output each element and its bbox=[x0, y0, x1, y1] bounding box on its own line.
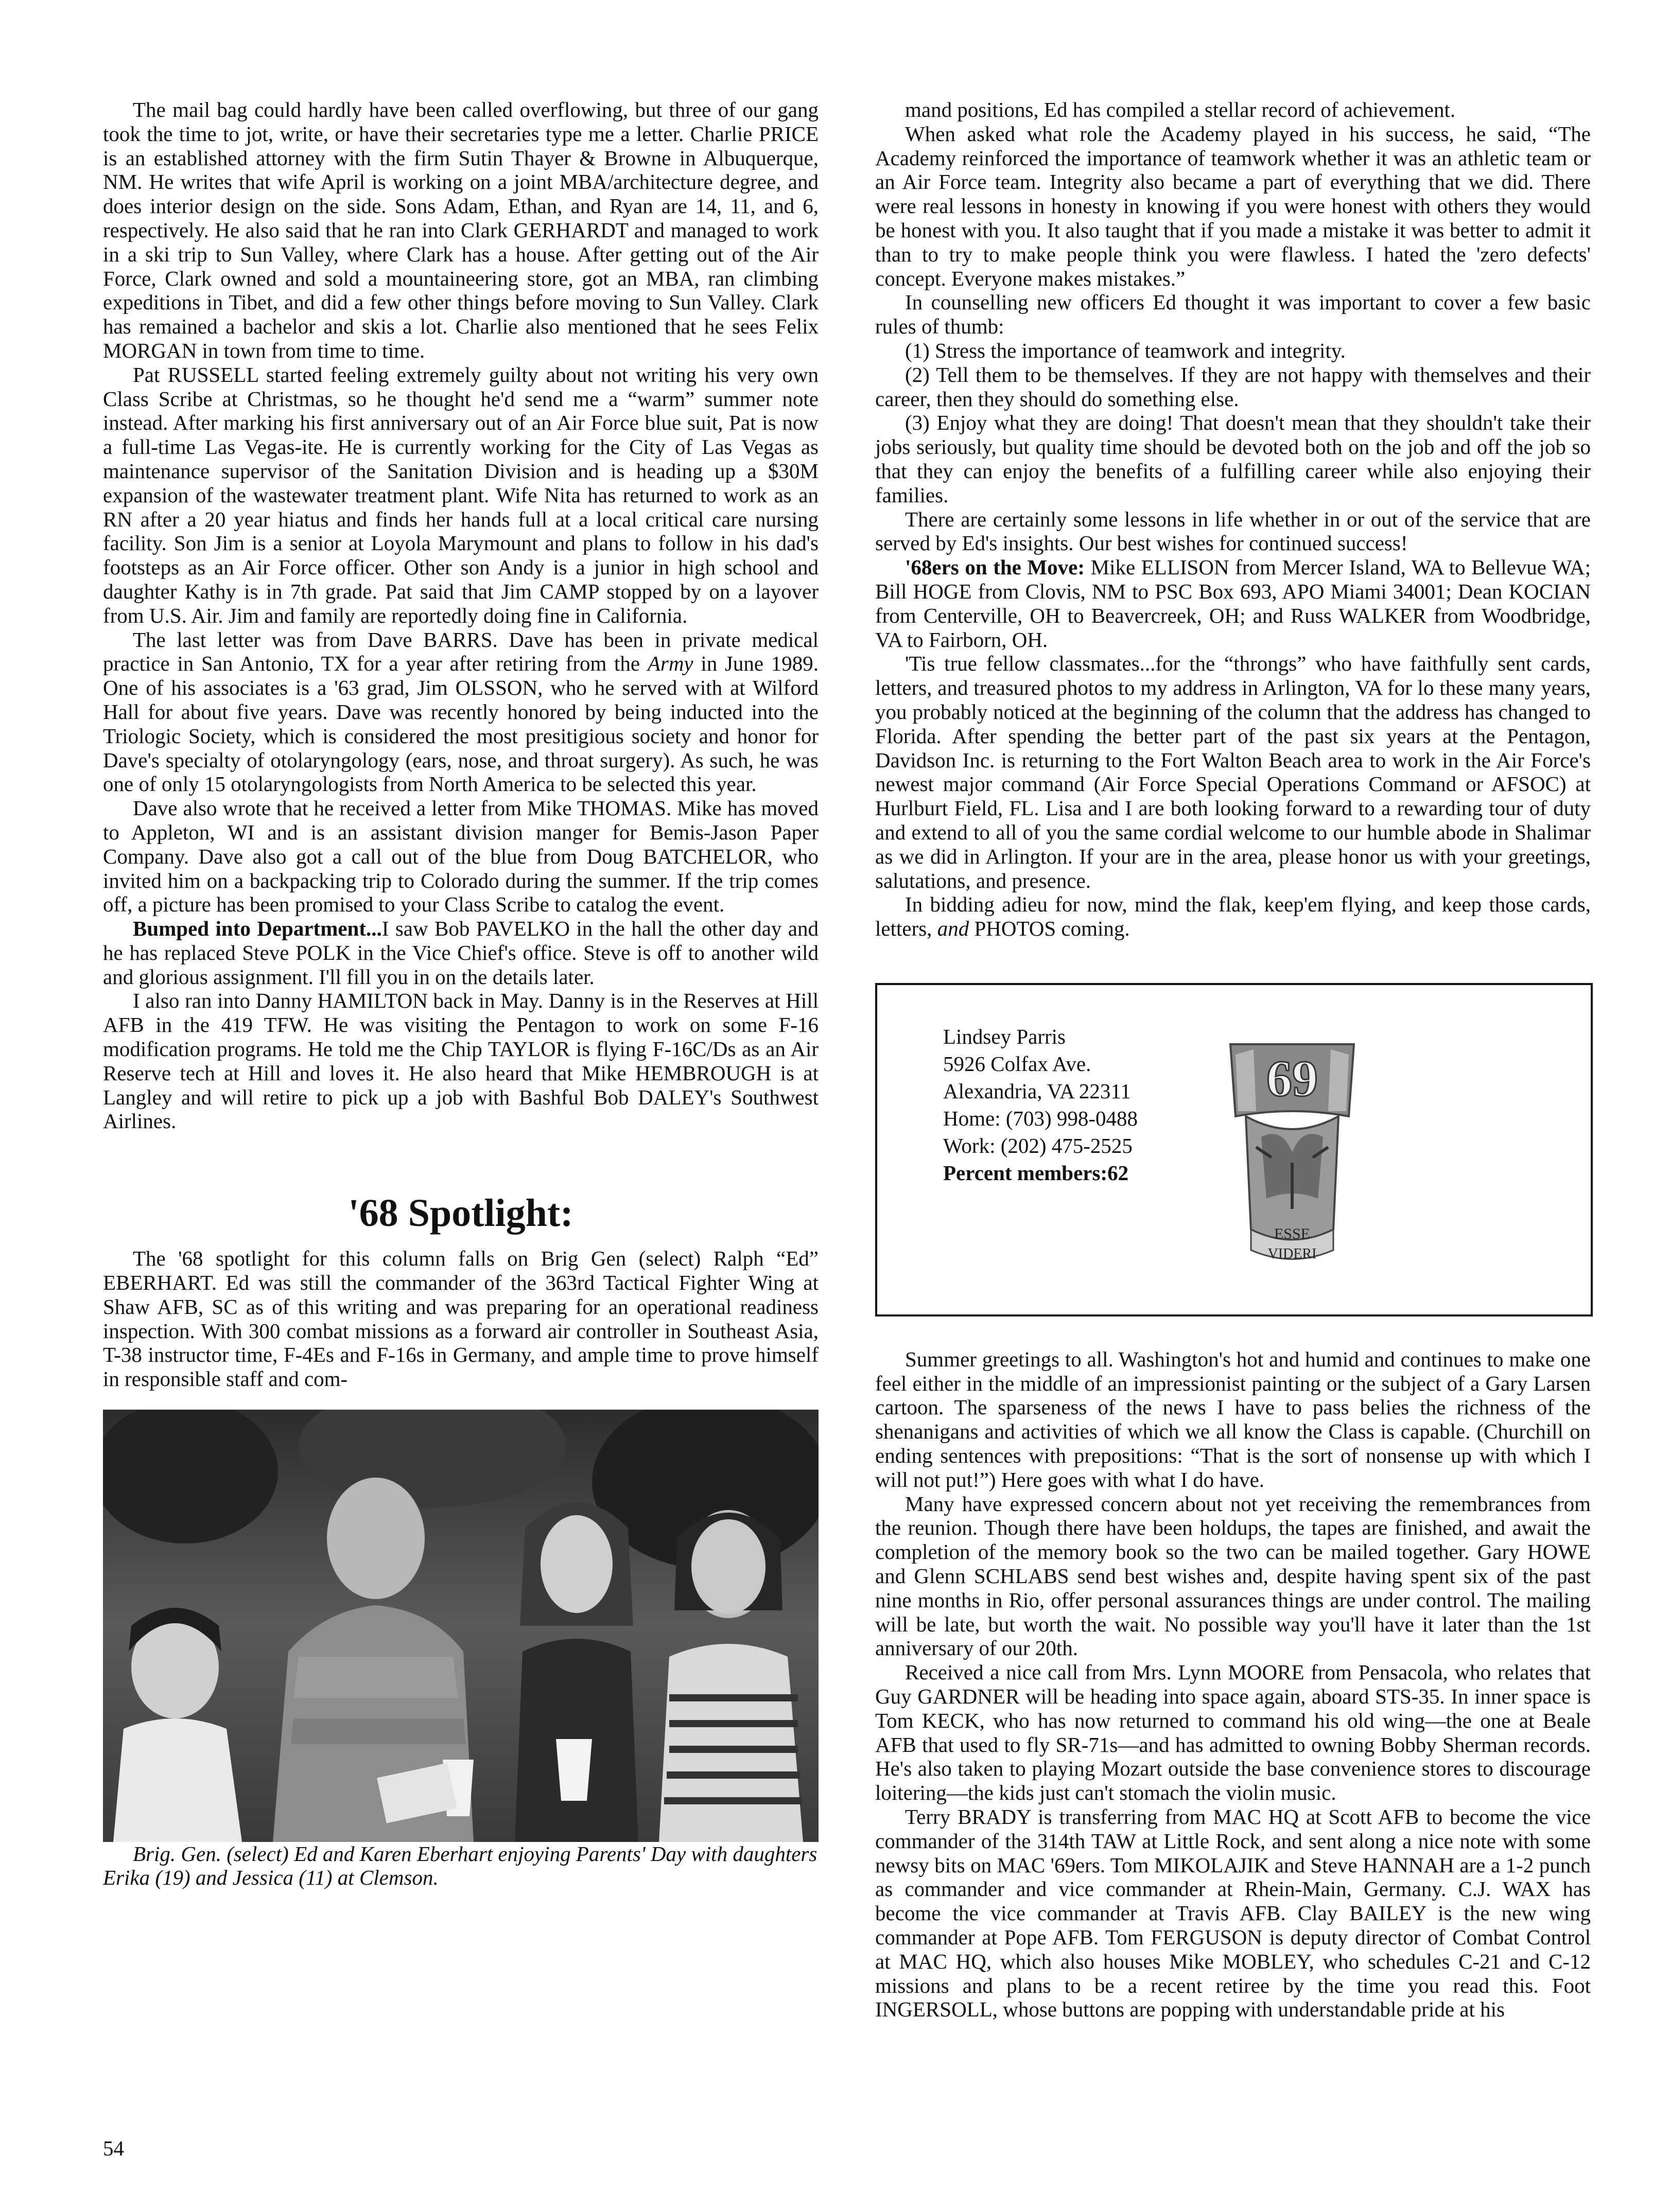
on-the-move-text: Mike ELLISON from Mercer Island, WA to Bellevue WA; Bill HOGE from Clovis, NM to PSC Box 693, APO Miami 34001; Dean KOCIAN from Centerville, OH to Beavercreek, OH; and Russ WALKER from Woodbridge, VA to Fairborn, OH. bbox=[875, 555, 1591, 652]
paragraph-lessons: There are certainly some lessons in life whether in or out of the service that are served by Ed's insights. Our best wishes for continued success! bbox=[875, 507, 1591, 555]
bumped-text: I saw Bob PAVELKO in the hall the other day and he has replaced Steve POLK in the Vice Chief's office. Steve is off to another wild and glorious assignment. I'll fill you in on the details later. bbox=[103, 917, 819, 989]
paragraph-bumped bbox=[103, 917, 819, 989]
rule-3: (3) Enjoy what they are doing! That doesn't mean that they shouldn't take their jobs seriously, but quality time should be devoted both on the job and off the job so that they can enjoy the benefits of a fulfilling career while also enjoying their families. bbox=[875, 411, 1591, 507]
class-crest-icon bbox=[1215, 1034, 1369, 1276]
paragraph-hamilton: I also ran into Danny HAMILTON back in May. Danny is in the Reserves at Hill AFB in the 419 TFW. He was visiting the Pentagon to work on some F-16 modification programs. He told me the Chip TAYLOR is flying F-16C/Ds as an Air Reserve tech at Hill and loves it. He also heard that Mike HEMBROUGH is at Langley and will retire to pick up a job with Bashful Bob DALEY's Southwest Airlines. bbox=[103, 989, 819, 1133]
adieu-text-1: In bidding adieu for now, mind the flak, keep'em flying, and keep those cards, letters, bbox=[875, 892, 1591, 941]
rule-1: (1) Stress the importance of teamwork and integrity. bbox=[905, 338, 1346, 362]
crest-year: 69 bbox=[1266, 1049, 1318, 1107]
paragraph-price: The mail bag could hardly have been called overflowing, but three of our gang took the time to jot, write, or have their secretaries type me a letter. Charlie PRICE is an established attorney with the firm Sutin Thayer & Browne in Albuquerque, NM. He writes that wife April is working on a joint MBA/architecture degree, and does interior design on the side. Sons Adam, Ethan, and Ryan are 14, 11, and 6, respectively. He also said that he ran into Clark GERHARDT and managed to work in a ski trip to Sun Valley, where Clark has a house. After getting out of the Air Force, Clark owned and sold a mountaineering store, got an MBA, ran climbing expeditions in Tibet, and did a few other things before moving to Sun Valley. Clark has remained a bachelor and skis a lot. Charlie also mentioned that he sees Felix MORGAN in town from time to time. bbox=[103, 98, 819, 362]
paragraph-russell: Pat RUSSELL started feeling extremely guilty about not writing his very own Class Scribe at Christmas, so he thought he'd send me a “warm” summer note instead. After marking his first anniversary out of an Air Force blue suit, Pat is now a full-time Las Vegas-ite. He is currently working for the City of Las Vegas as maintenance supervisor of the Sanitation Division and is heading up a $30M expansion of the wastewater treatment plant. Wife Nita has returned to work as an RN after a 20 year hiatus and finds her hands full at a local critical care nursing facility. Son Jim is a senior at Loyola Marymount and plans to follow in his dad's footsteps as an Air Force officer. Other son Andy is a junior in high school and daughter Kathy is in 7th grade. Pat said that Jim CAMP stopped by on a layover from U.S. Air. Jim and family are reportedly doing fine in California. bbox=[103, 362, 819, 627]
paragraph-on-the-move bbox=[875, 555, 1591, 652]
paragraph-remembrances: Many have expressed concern about not yet receiving the remembrances from the reunion. Though there have been holdups, the tapes are finished, and await the completion of the memory book so the two can be mailed together. Gary HOWE and Glenn SCHLABS send best wishes and, despite having spent six of the past nine months in Rio, offer personal assurances things are under control. The mailing will be late, but worth the wait. No possible way you'll have it later than the 1st anniversary of our 20th. bbox=[875, 1491, 1591, 1660]
left-column bbox=[103, 98, 819, 1889]
paragraph-moore: Received a nice call from Mrs. Lynn MOORE from Pensacola, who relates that Guy GARDNER will be heading into space again, aboard STS-35. In inner space is Tom KECK, who has now returned to command his old wing—the one at Beale AFB that used to fly SR-71s—and has admitted to owning Bobby Sherman records. He's also taken to playing Mozart outside the base convenience stores to discourage loitering—the kids just can't stomach the violin music. bbox=[875, 1660, 1591, 1805]
scribe-work-phone: Work: (202) 475-2525 bbox=[943, 1133, 1133, 1157]
paragraph-barrs bbox=[103, 628, 819, 797]
right-column bbox=[875, 98, 1591, 2022]
paragraph-spotlight: The '68 spotlight for this column falls on Brig Gen (select) Ralph “Ed” EBERHART. Ed was still the commander of the 363rd Tactical Fighter Wing at Shaw AFB, SC as of this writing and was preparing for an operational readiness inspection. With 300 combat missions as a forward air controller in Southeast Asia, T-38 instructor time, F-4Es and F-16s in Germany, and ample time to prove himself in responsible staff and com- bbox=[103, 1247, 819, 1391]
class-scribe-box bbox=[875, 983, 1593, 1316]
scribe-name: Lindsey Parris bbox=[943, 1024, 1066, 1048]
paragraph-continued: mand positions, Ed has compiled a stellar record of achievement. bbox=[905, 98, 1456, 121]
paragraph-thomas: Dave also wrote that he received a letter from Mike THOMAS. Mike has moved to Appleton, WI and is an assistant division manger for Bemis-Jason Paper Company. Dave also got a call out of the blue from Doug BATCHELOR, who invited him on a backpacking trip to Colorado during the summer. If the trip comes off, a picture has been promised to your Class Scribe to catalog the event. bbox=[103, 796, 819, 917]
adieu-and: and bbox=[937, 917, 969, 941]
page-number: 54 bbox=[103, 2136, 124, 2160]
photo-illustration bbox=[103, 1410, 819, 1842]
percent-members: Percent members:62 bbox=[943, 1161, 1129, 1185]
barrs-text-1: The last letter was from Dave BARRS. Dave has been in private medical practice in San Antonio, TX for a year after retiring from the bbox=[103, 627, 819, 676]
paragraph-academy: When asked what role the Academy played in his success, he said, “The Academy reinforced the importance of teamwork whether it was an athletic team or an Air Force team. Integrity also became a part of everything that we did. There were real lessons in honesty in knowing if you were honest with others they would be honest with you. It also taught that if you made a mistake it was better to admit it than to try to make people think you were flawless. I hated the 'zero defects' concept. Everyone makes mistakes.” bbox=[875, 121, 1591, 290]
scribe-contact bbox=[943, 1023, 1138, 1187]
photo-caption: Brig. Gen. (select) Ed and Karen Eberhart enjoying Parents' Day with daughters Erika (19) and Jessica (11) at Clemson. bbox=[103, 1842, 817, 1890]
adieu-text-2: PHOTOS coming. bbox=[969, 917, 1130, 941]
paragraph-adieu bbox=[875, 892, 1591, 941]
scribe-home-phone: Home: (703) 998-0488 bbox=[943, 1106, 1138, 1130]
paragraph-summer: Summer greetings to all. Washington's hot and humid and continues to make one feel either in the middle of an impressionist painting or the subject of a Gary Larsen cartoon. The sparseness of the news I have to pass belies the richness of the shenanigans and activities of which we all know the Class is capable. (Churchill on ending sentences with prepositions: “That is the sort of nonsense up with which I will not put!”) Here goes with what I do have. bbox=[875, 1347, 1591, 1491]
crest-motto-top: ESSE bbox=[1274, 1225, 1311, 1242]
scribe-city: Alexandria, VA 22311 bbox=[943, 1079, 1131, 1103]
eberhart-family-photo bbox=[103, 1410, 819, 1842]
on-the-move-heading: '68ers on the Move: bbox=[905, 555, 1085, 580]
paragraph-brady: Terry BRADY is transferring from MAC HQ at Scott AFB to become the vice commander of the 314th TAW at Little Rock, and sent along a nice note with some newsy bits on MAC '69ers. Tom MIKOLAJIK and Steve HANNAH are a 1-2 punch as commander and vice commander at Rhein-Main, Germany. C.J. WAX has become the vice commander at Travis AFB. Clay BAILEY is the new wing commander at Pope AFB. Tom FERGUSON is deputy director of Combat Control at MAC HQ, which also houses Mike MOBLEY, who schedules C-21 and C-12 missions and plans to be a recent retiree by the time you read this. Foot INGERSOLL, whose buttons are popping with understandable pride at his bbox=[875, 1805, 1591, 2022]
scribe-street: 5926 Colfax Ave. bbox=[943, 1051, 1091, 1076]
spotlight-title: '68 Spotlight: bbox=[348, 1191, 573, 1235]
barrs-text-2: in June 1989. One of his associates is a '63 grad, Jim OLSSON, who he served with at Wilford Hall for about five years. Dave was recently honored by being inducted into the Triologic Society, which is considered the most presitigious society and honor for Dave's specialty of otolaryngology (ears, nose, and throat surgery). As such, he was one of only 15 otolaryngologists from North America to be selected this year. bbox=[103, 652, 819, 796]
bumped-heading: Bumped into Department... bbox=[133, 917, 382, 941]
paragraph-counselling: In counselling new officers Ed thought it was important to cover a few basic rules of thumb: bbox=[875, 290, 1591, 339]
paragraph-true-fellow: 'Tis true fellow classmates...for the “throngs” who have faithfully sent cards, letters, and treasured photos to my address in Arlington, VA for lo these many years, you probably noticed at the beginning of the column that the address has changed to Florida. After spending the better part of the past six years at the Pentagon, Davidson Inc. is returning to the Fort Walton Beach area to work in the Air Force's newest major command (Air Force Special Operations Command or AFSOC) at Hurlburt Field, FL. Lisa and I are both looking forward to a rewarding tour of duty and extend to all of you the same cordial welcome to our humble abode in Shalimar as we did in Arlington. If your are in the area, please honor us with your greetings, salutations, and presence. bbox=[875, 652, 1591, 892]
crest-motto-bottom: VIDERI bbox=[1267, 1245, 1317, 1262]
barrs-army: Army bbox=[647, 652, 693, 676]
rule-2: (2) Tell them to be themselves. If they are not happy with themselves and their career, then they should do something else. bbox=[875, 362, 1591, 411]
